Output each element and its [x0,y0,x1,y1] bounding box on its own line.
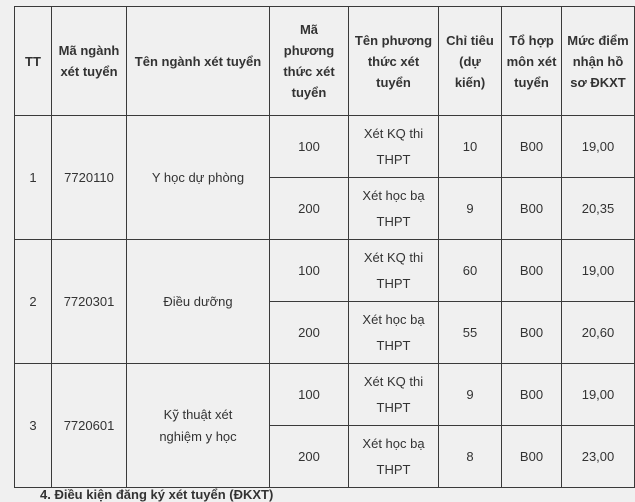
cell-method-name [349,364,439,426]
header-major-code: Mã ngành xét tuyển [52,7,127,116]
cell-subject-combo: B00 [502,426,562,488]
cell-min-score: 23,00 [562,426,635,488]
method-name-text: Xét KQ thi THPT [363,125,424,167]
table-row [15,240,635,302]
header-min-score: Mức điểm nhận hồ sơ ĐKXT [562,7,635,116]
method-name-text: Xét KQ thi THPT [363,373,424,415]
header-tt: TT [15,7,52,116]
cell-major-name [127,364,270,488]
cell-subject-combo: B00 [502,116,562,178]
cell-method-code: 100 [270,240,349,302]
cell-major-name: Điều dưỡng [127,240,270,364]
cell-method-code: 200 [270,426,349,488]
cell-quota: 60 [439,240,502,302]
header-method-name: Tên phương thức xét tuyển [349,7,439,116]
cell-major-code: 7720110 [52,116,127,240]
cell-min-score: 19,00 [562,364,635,426]
cell-major-code: 7720601 [52,364,127,488]
cell-method-name [349,240,439,302]
method-name-text: Xét KQ thi THPT [363,249,424,291]
cell-min-score: 20,35 [562,178,635,240]
cell-subject-combo: B00 [502,364,562,426]
admission-table [14,6,635,488]
table-row [15,116,635,178]
header-quota: Chỉ tiêu (dự kiến) [439,7,502,116]
method-name-text: Xét học bạ THPT [362,311,425,353]
method-name-text: Xét học bạ THPT [362,435,425,477]
cell-tt: 1 [15,116,52,240]
header-major-name: Tên ngành xét tuyển [127,7,270,116]
cell-min-score: 19,00 [562,116,635,178]
cell-tt: 3 [15,364,52,488]
cell-min-score: 19,00 [562,240,635,302]
cell-method-name [349,178,439,240]
method-name-text: Xét học bạ THPT [362,187,425,229]
cell-method-name [349,302,439,364]
cell-method-code: 100 [270,116,349,178]
cell-subject-combo: B00 [502,302,562,364]
cell-subject-combo: B00 [502,240,562,302]
header-subject-combo: Tổ hợp môn xét tuyển [502,7,562,116]
major-name-line: Kỹ thuật xét [163,406,233,422]
major-name-line: nghiệm y học [159,428,237,444]
cell-method-name [349,426,439,488]
header-row [15,7,635,116]
cell-subject-combo: B00 [502,178,562,240]
header-method-code: Mã phương thức xét tuyển [270,7,349,116]
cell-quota: 8 [439,426,502,488]
cell-quota: 9 [439,364,502,426]
table-row [15,364,635,426]
cell-quota: 10 [439,116,502,178]
cell-method-code: 100 [270,364,349,426]
cell-quota: 55 [439,302,502,364]
cell-major-name: Y học dự phòng [127,116,270,240]
section-heading: 4. Điều kiện đăng ký xét tuyển (ĐKXT) [40,487,274,502]
cell-method-code: 200 [270,178,349,240]
cell-method-name [349,116,439,178]
cell-tt: 2 [15,240,52,364]
cell-quota: 9 [439,178,502,240]
cell-major-code: 7720301 [52,240,127,364]
cell-method-code: 200 [270,302,349,364]
cell-min-score: 20,60 [562,302,635,364]
